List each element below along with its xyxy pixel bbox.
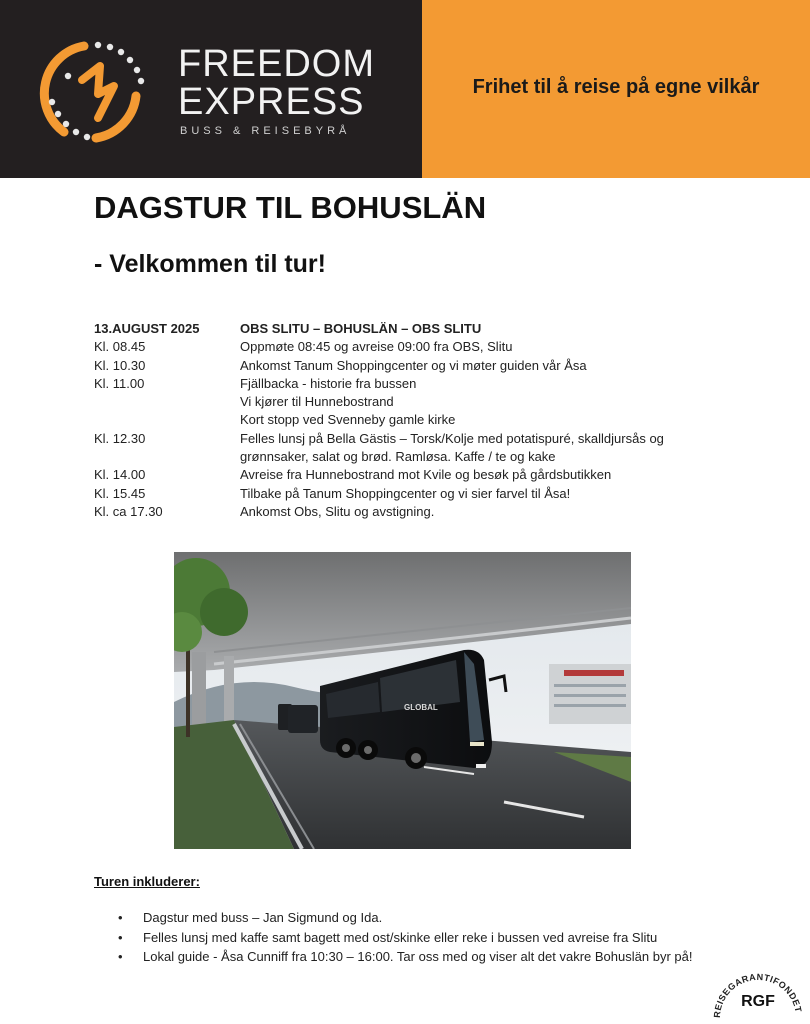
schedule-time: Kl. 15.45 [94, 485, 146, 501]
schedule-text: Tilbake på Tanum Shoppingcenter og vi sier farvel til Åsa! [240, 485, 571, 501]
rgf-seal [708, 968, 808, 1024]
schedule-time [94, 393, 240, 411]
schedule-text: Oppmøte 08:45 og avreise 09:00 fra OBS, Slitu [240, 339, 513, 355]
schedule-row [94, 393, 734, 411]
schedule-row [94, 338, 734, 356]
brand-panel [0, 0, 422, 178]
schedule-row [94, 375, 734, 393]
schedule-row [94, 503, 734, 521]
seal-ring-text: REISEGARANTIFONDET [711, 971, 804, 1019]
schedule-text: Ankomst Tanum Shoppingcenter og vi møter guiden vår Åsa [240, 357, 587, 373]
brand-name-line2: EXPRESS [178, 81, 365, 123]
schedule-text: Vi kjører til Hunnebostrand [240, 394, 394, 410]
brand-name-line1: FREEDOM [178, 43, 375, 85]
bus-photo [174, 552, 631, 849]
brand-subtitle: BUSS & REISEBYRÅ [180, 125, 351, 137]
schedule-time: Kl. 14.00 [94, 467, 146, 483]
schedule-text: Fjällbacka - historie fra bussen [240, 375, 417, 391]
schedule-route: OBS SLITU – BOHUSLÄN – OBS SLITU [240, 321, 482, 336]
schedule-row [94, 466, 734, 484]
schedule-time: Kl. ca 17.30 [94, 503, 163, 519]
tagline-panel [422, 0, 810, 178]
list-item: • Lokal guide - Åsa Cunniff fra 10:30 – 16:00. Tar oss med og viser alt det vakre Bohuslän byr på! [118, 947, 692, 967]
schedule-row [94, 448, 734, 466]
schedule-text: Kort stopp ved Svenneby gamle kirke [240, 412, 456, 428]
seal-abbr: RGF [741, 993, 775, 1010]
schedule-row [94, 485, 734, 503]
schedule-time: Kl. 11.00 [94, 375, 145, 391]
schedule-table [94, 320, 734, 521]
schedule-row [94, 357, 734, 375]
tagline: Frihet til å reise på egne vilkår [472, 75, 760, 98]
schedule-time: Kl. 10.30 [94, 357, 146, 373]
bus-under-bridge-illustration [174, 552, 631, 849]
schedule-time [94, 448, 240, 466]
schedule-text: grønnsaker, salat og brød. Ramløsa. Kaffe / te og kake [240, 449, 556, 465]
schedule-row [94, 430, 734, 448]
bus-label: GLOBAL [404, 703, 438, 712]
page-subtitle: - Velkommen til tur! [94, 250, 326, 278]
schedule-header-row [94, 320, 734, 338]
schedule-time: Kl. 08.45 [94, 339, 146, 355]
schedule-row [94, 411, 734, 429]
includes-list [118, 908, 692, 967]
freedom-express-logo-icon [38, 36, 150, 148]
list-item: • Felles lunsj med kaffe samt bagett med ost/skinke eller reke i bussen ved avreise fra Slitu [118, 928, 692, 948]
schedule-date: 13.AUGUST 2025 [94, 321, 200, 336]
schedule-time [94, 411, 240, 429]
schedule-text: Felles lunsj på Bella Gästis – Torsk/Kolje med potatispuré, skalldjursås og [240, 430, 664, 446]
schedule-text: Ankomst Obs, Slitu og avstigning. [240, 503, 435, 519]
page-title: DAGSTUR TIL BOHUSLÄN [94, 190, 487, 225]
schedule-text: Avreise fra Hunnebostrand mot Kvile og besøk på gårdsbutikken [240, 467, 612, 483]
list-item: • Dagstur med buss – Jan Sigmund og Ida. [118, 908, 692, 928]
schedule-time: Kl. 12.30 [94, 430, 146, 446]
header-banner [0, 0, 810, 178]
includes-title: Turen inkluderer: [94, 874, 200, 889]
rgf-seal-icon [708, 968, 808, 1024]
